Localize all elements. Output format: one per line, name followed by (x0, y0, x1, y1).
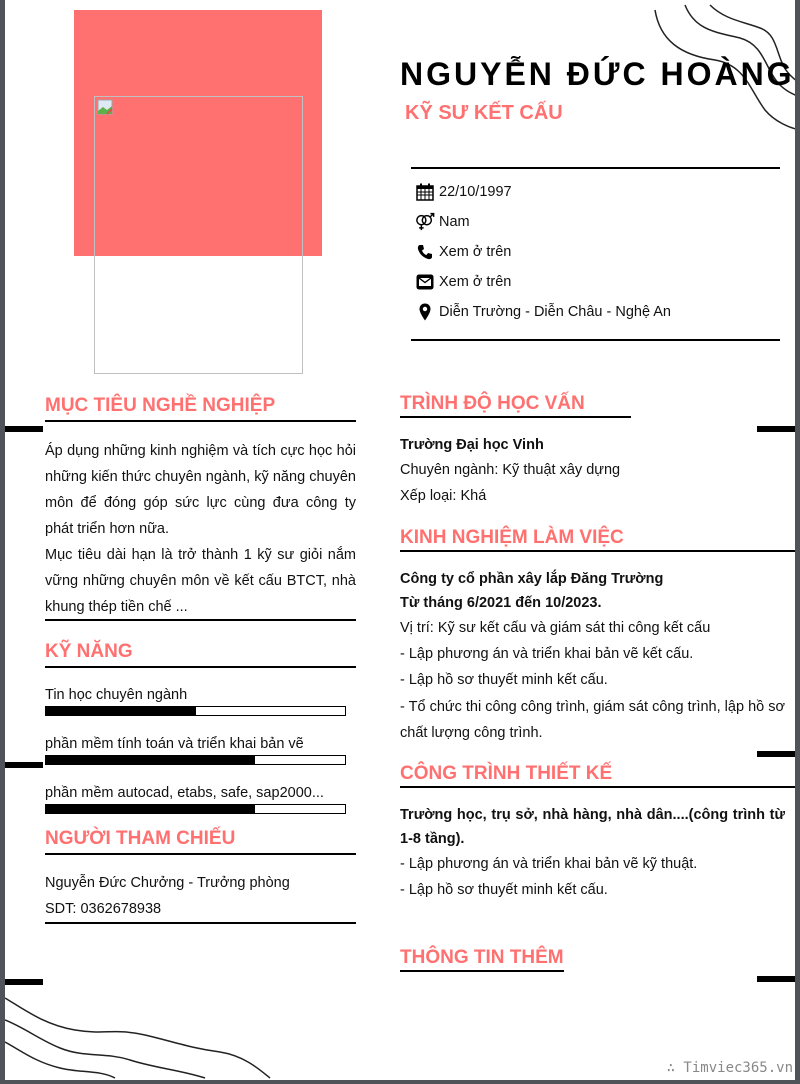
cv-page (5, 0, 795, 1080)
reference-line: SDT: 0362678938 (45, 901, 162, 917)
job-title: KỸ SƯ KẾT CẤU (405, 102, 563, 124)
gender-icon (415, 212, 435, 232)
contact-birthdate (415, 181, 512, 203)
watermark: ∴ Timviec365.vn (666, 1060, 793, 1076)
experience-company: Công ty cổ phần xây lắp Đăng Trường (400, 571, 664, 587)
divider (45, 420, 356, 422)
edge-tick (757, 976, 795, 982)
experience-line: - Lập phương án và triển khai bản vẽ kết cấu. (400, 646, 694, 662)
contact-gender (415, 211, 470, 233)
experience-line: - Lập hồ sơ thuyết minh kết cấu. (400, 672, 608, 688)
contact-value: Diễn Trường - Diễn Châu - Nghệ An (439, 304, 671, 320)
skill-progress-fill (46, 707, 196, 715)
divider (45, 666, 356, 668)
calendar-icon (415, 182, 435, 202)
contact-info (411, 167, 780, 341)
divider (45, 619, 356, 621)
edge-tick (5, 979, 43, 985)
edge-tick (5, 762, 43, 768)
section-title-skills: KỸ NĂNG (45, 641, 133, 662)
experience-period: Từ tháng 6/2021 đến 10/2023. (400, 595, 602, 611)
contact-value: Xem ở trên (439, 244, 512, 260)
divider (400, 550, 795, 552)
projects-line: - Lập phương án và triển khai bản vẽ kỹ thuật. (400, 856, 698, 872)
skill-label: Tin học chuyên ngành (45, 687, 188, 703)
section-title-references: NGƯỜI THAM CHIẾU (45, 828, 236, 849)
projects-heading: Trường học, trụ sở, nhà hàng, nhà dân....(công trình từ 1-8 tầng). (400, 807, 785, 847)
avatar (94, 96, 303, 374)
skill-label: phần mềm tính toán và triển khai bản vẽ (45, 736, 304, 752)
skill-progress-bar (45, 804, 346, 814)
section-title-additional: THÔNG TIN THÊM (400, 947, 564, 968)
map-marker-icon (415, 302, 435, 322)
divider (400, 416, 631, 418)
contact-phone (415, 241, 511, 263)
divider (45, 922, 356, 924)
section-title-experience: KINH NGHIỆM LÀM VIỆC (400, 527, 624, 548)
objective-paragraph-1: Áp dụng những kinh nghiệm và tích cực học hỏi những kiến thức chuyên ngành, kỹ năng chuyên môn để đóng góp sức lực cùng đưa công ty phát triển hơn nữa. (45, 443, 356, 537)
contact-value: 22/10/1997 (439, 184, 512, 200)
experience-line: Vị trí: Kỹ sư kết cấu và giám sát thi công kết cấu (400, 620, 711, 636)
decorative-waves-bottom-icon (5, 990, 275, 1080)
skill-progress-bar (45, 706, 346, 716)
divider (400, 786, 795, 788)
contact-value: Xem ở trên (439, 274, 512, 290)
phone-icon (415, 242, 435, 262)
contact-value: Nam (439, 214, 470, 230)
contact-address (415, 301, 671, 323)
education-grade: Xếp loại: Khá (400, 488, 487, 504)
divider (400, 970, 564, 972)
skill-progress-fill (46, 805, 255, 813)
section-title-projects: CÔNG TRÌNH THIẾT KẾ (400, 763, 613, 784)
reference-line: Nguyễn Đức Chưởng - Trưởng phòng (45, 875, 290, 891)
education-school: Trường Đại học Vinh (400, 437, 544, 453)
skill-label: phần mềm autocad, etabs, safe, sap2000... (45, 785, 324, 801)
education-major: Chuyên ngành: Kỹ thuật xây dựng (400, 462, 621, 478)
objective-paragraph-2: Mục tiêu dài hạn là trở thành 1 kỹ sư giỏi nắm vững những chuyên môn về kết cấu BTCT, nhà khung thép tiền chế ... (45, 547, 356, 615)
email-icon (415, 272, 435, 292)
projects-line: - Lập hồ sơ thuyết minh kết cấu. (400, 882, 608, 898)
candidate-name: NGUYỄN ĐỨC HOÀNG (400, 56, 795, 92)
skill-progress-bar (45, 755, 346, 765)
skill-progress-fill (46, 756, 255, 764)
edge-tick (757, 426, 795, 432)
section-title-objective: MỤC TIÊU NGHỀ NGHIỆP (45, 395, 276, 416)
edge-tick (5, 426, 43, 432)
edge-tick (757, 751, 795, 757)
broken-image-icon (97, 99, 113, 115)
section-title-education: TRÌNH ĐỘ HỌC VẤN (400, 393, 585, 414)
experience-line: - Tổ chức thi công công trình, giám sát công trình, lập hồ sơ chất lượng công trình. (400, 699, 785, 741)
divider (45, 853, 356, 855)
contact-email (415, 271, 511, 293)
